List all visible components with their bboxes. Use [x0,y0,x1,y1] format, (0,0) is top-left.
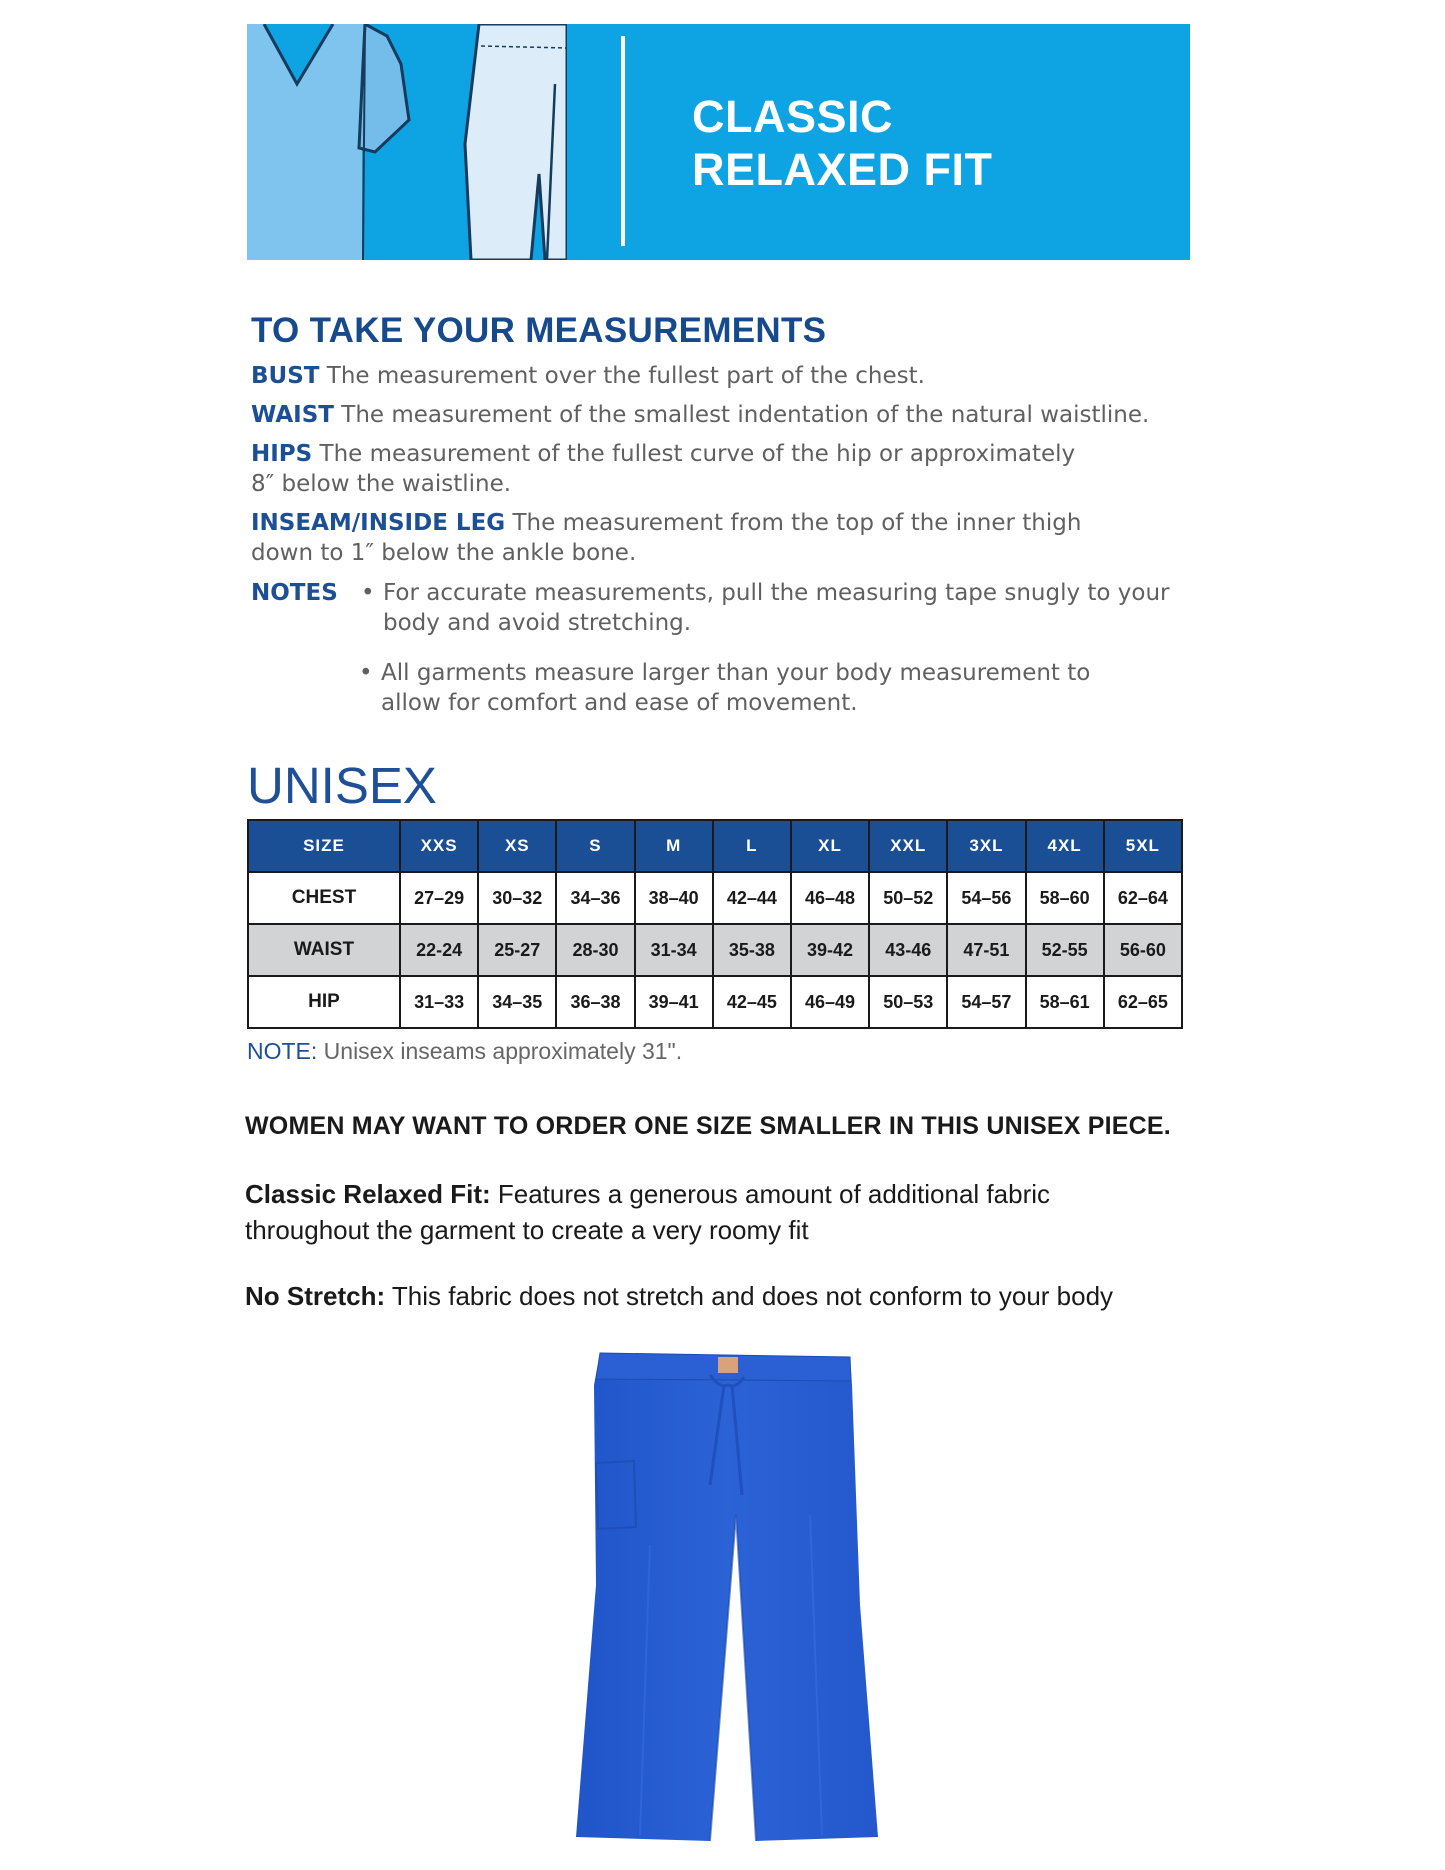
fit-info-section [245,1110,1245,1314]
pants-tag [718,1357,738,1373]
table-cell: 47-51 [947,924,1025,976]
no-stretch-label: No Stretch: [245,1281,386,1311]
no-stretch-text: This fabric does not stretch and does not conform to your body [385,1281,1114,1311]
measurement-waist [251,400,1211,430]
scrub-sleeve-shape [359,24,409,152]
size-column-header: 3XL [947,820,1025,872]
note-line1: For accurate measurements, pull the measuring tape snugly to your [383,580,1170,606]
table-cell: 36–38 [556,976,634,1028]
table-cell: 50–52 [869,872,947,924]
table-cell: 52-55 [1026,924,1104,976]
note-item [359,658,1211,718]
table-cell: 39–41 [635,976,713,1028]
bullet-icon: • [361,580,375,606]
row-label: CHEST [248,872,400,924]
measurement-term: WAIST [251,402,334,428]
size-column-header: S [556,820,634,872]
measurement-desc-line2: down to 1″ below the ankle bone. [251,540,637,566]
measurement-inseam [251,508,1211,568]
banner-divider [621,36,625,246]
measurements-heading: TO TAKE YOUR MEASUREMENTS [251,311,827,350]
measurement-desc: The measurement of the smallest indentation of the natural waistline. [333,402,1150,428]
table-cell: 27–29 [400,872,478,924]
size-column-header: XL [791,820,869,872]
table-cell: 46–49 [791,976,869,1028]
sizing-warning: WOMEN MAY WANT TO ORDER ONE SIZE SMALLER IN THIS UNISEX PIECE. [245,1112,1171,1140]
measurement-hips [251,439,1211,499]
table-cell: 56-60 [1104,924,1182,976]
table-header-row [248,820,1182,872]
size-column-header: XXS [400,820,478,872]
row-label: HIP [248,976,400,1028]
table-cell: 62–65 [1104,976,1182,1028]
table-cell: 42–45 [713,976,791,1028]
classic-fit-paragraph [245,1176,1245,1248]
table-row-chest [248,872,1182,924]
scrub-illustration-icon [247,24,567,260]
no-stretch-paragraph [245,1278,1245,1314]
measurement-term: INSEAM/INSIDE LEG [251,510,506,536]
bullet-icon: • [359,660,373,686]
notes-block [251,578,1211,718]
table-cell: 54–57 [947,976,1025,1028]
measurement-desc: The measurement of the fullest curve of the hip or approximately [312,441,1076,467]
measurement-desc: The measurement from the top of the inner thigh [505,510,1082,536]
banner-title-line1: CLASSIC [692,91,894,142]
table-cell: 35-38 [713,924,791,976]
row-label: WAIST [248,924,400,976]
measurements-section [251,310,1211,718]
table-cell: 39-42 [791,924,869,976]
measurement-desc-line2: 8″ below the waistline. [251,471,512,497]
table-note-text: Unisex inseams approximately 31". [317,1038,683,1064]
note-line2: allow for comfort and ease of movement. [381,690,858,716]
banner [247,24,1190,260]
note-item [361,578,1211,638]
table-row-waist [248,924,1182,976]
table-cell: 42–44 [713,872,791,924]
table-cell: 58–61 [1026,976,1104,1028]
table-cell: 25-27 [478,924,556,976]
table-cell: 31–33 [400,976,478,1028]
classic-fit-text-line2: throughout the garment to create a very roomy fit [245,1215,809,1245]
banner-title-line2: RELAXED FIT [692,144,993,195]
classic-fit-text: Features a generous amount of additional fabric [490,1179,1050,1209]
size-column-header: M [635,820,713,872]
size-column-header: L [713,820,791,872]
table-cell: 28-30 [556,924,634,976]
note-line1: All garments measure larger than your body measurement to [381,660,1091,686]
size-column-header: XS [478,820,556,872]
measurement-term: BUST [251,363,320,389]
scrub-pants-product-image [560,1345,920,1845]
size-column-header: 4XL [1026,820,1104,872]
table-cell: 46–48 [791,872,869,924]
size-header: SIZE [248,820,400,872]
table-cell: 34–36 [556,872,634,924]
table-note-label: NOTE: [247,1038,318,1064]
banner-title [692,90,993,196]
notes-label: NOTES [251,580,338,606]
table-note [247,1038,682,1065]
size-column-header: 5XL [1104,820,1182,872]
table-cell: 30–32 [478,872,556,924]
pants-body [576,1353,878,1841]
table-row-hip [248,976,1182,1028]
table-cell: 54–56 [947,872,1025,924]
table-cell: 43-46 [869,924,947,976]
size-chart-table [247,819,1183,1029]
table-cell: 22-24 [400,924,478,976]
table-cell: 58–60 [1026,872,1104,924]
unisex-title: UNISEX [247,757,437,814]
table-cell: 34–35 [478,976,556,1028]
measurement-bust [251,361,1211,391]
table-cell: 62–64 [1104,872,1182,924]
note-line2: body and avoid stretching. [383,610,692,636]
measurement-term: HIPS [251,441,313,467]
table-cell: 38–40 [635,872,713,924]
measurement-desc: The measurement over the fullest part of the chest. [319,363,925,389]
table-cell: 31-34 [635,924,713,976]
classic-fit-label: Classic Relaxed Fit: [245,1179,491,1209]
size-column-header: XXL [869,820,947,872]
table-cell: 50–53 [869,976,947,1028]
